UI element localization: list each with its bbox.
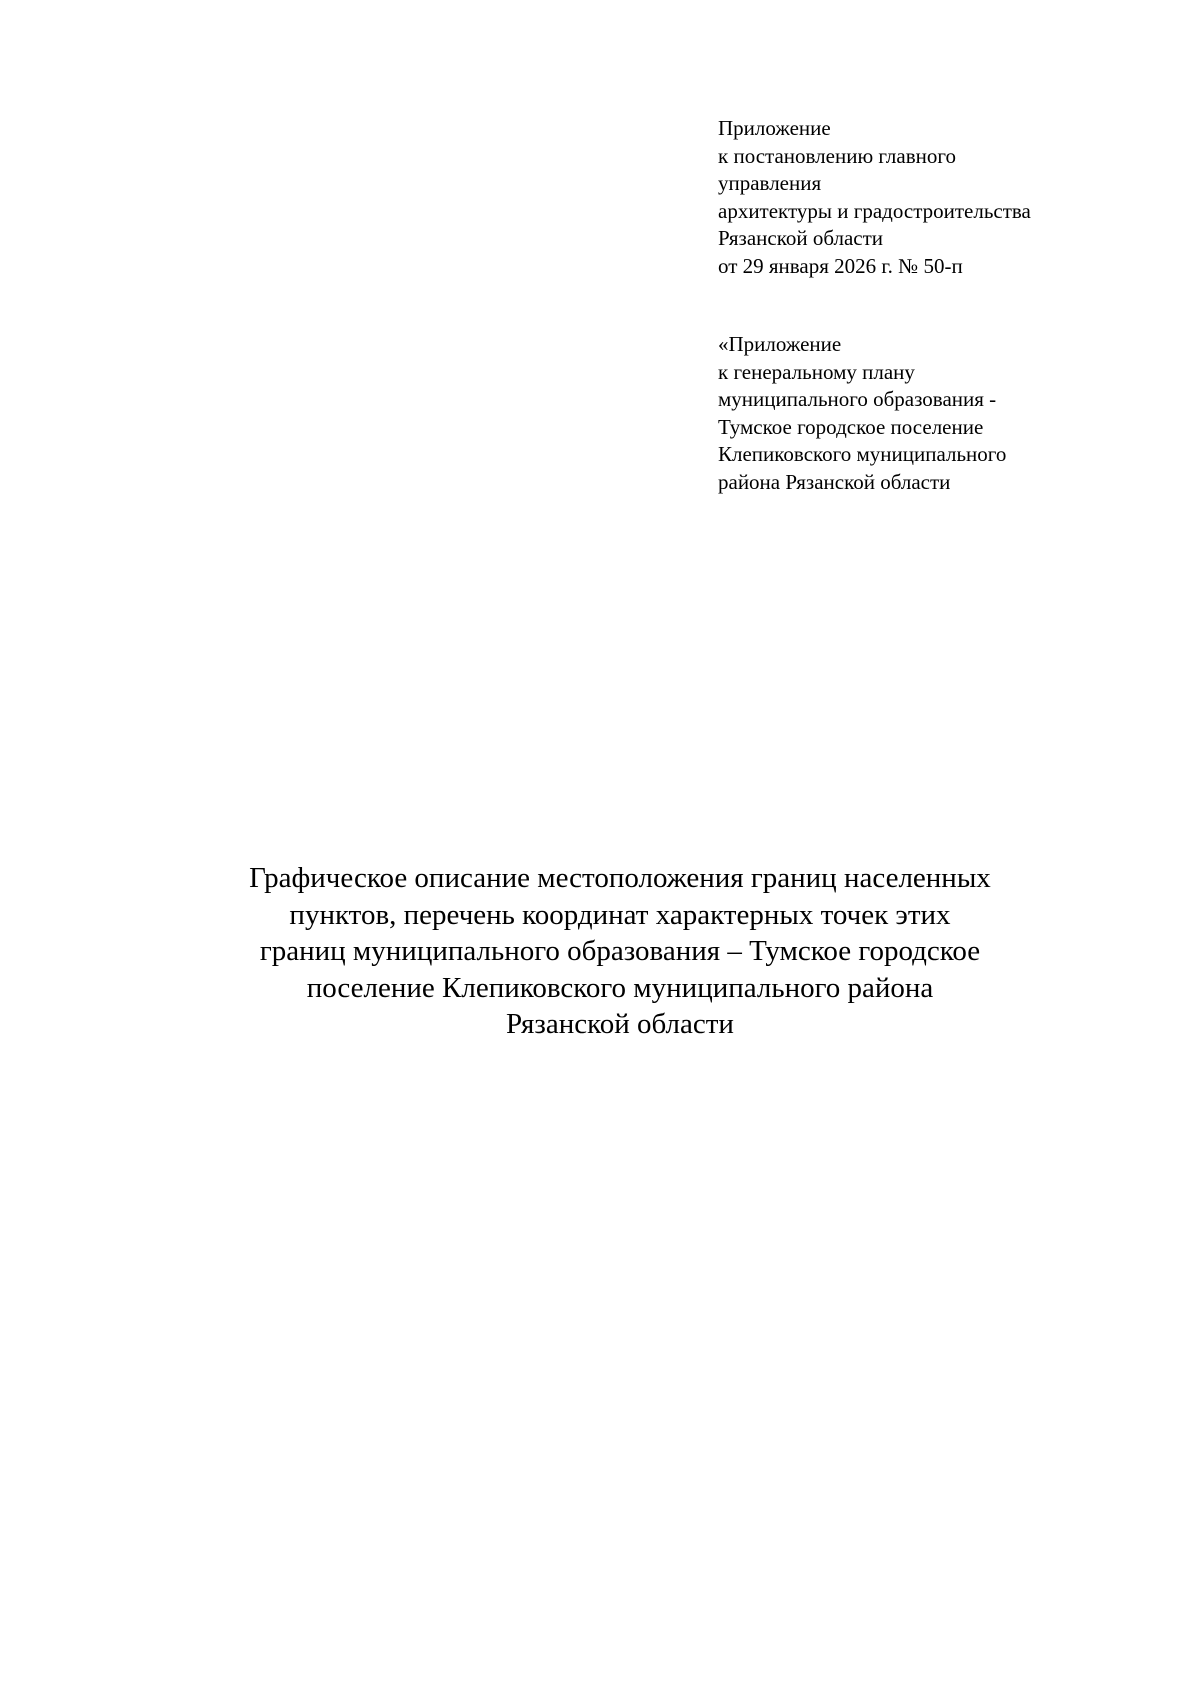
appendix-line: к постановлению главного [718,143,956,168]
appendix-line: управления [718,171,822,195]
general-plan-appendix-line: Тумское городское поселение [718,414,984,439]
document-title-line: пунктов, перечень координат характерных точек этих [289,898,951,931]
document-title [190,860,1050,1043]
document-title-line: Рязанской области [506,1008,734,1040]
document-title-line: поселение Клепиковского муниципального района [306,971,934,1004]
appendix-header [718,115,1158,280]
appendix-date-number: от 29 января 2026 г. № 50-п [718,253,963,278]
document-title-line: Графическое описание местоположения границ населенных [249,862,991,894]
document-title-line: границ муниципального образования – Тумское городское [259,935,981,967]
appendix-line: Рязанской области [718,226,884,250]
appendix-line: Приложение [718,116,831,140]
general-plan-appendix-line: района Рязанской области [718,469,951,494]
general-plan-appendix-line: «Приложение [718,332,842,356]
appendix-line: архитектуры и градостроительства [718,198,1031,223]
general-plan-appendix-line: муниципального образования - [718,387,997,411]
general-plan-appendix-line: Клепиковского муниципального [718,442,1007,466]
general-plan-appendix-line: к генеральному плану [718,359,915,384]
general-plan-appendix-header [718,331,1158,496]
